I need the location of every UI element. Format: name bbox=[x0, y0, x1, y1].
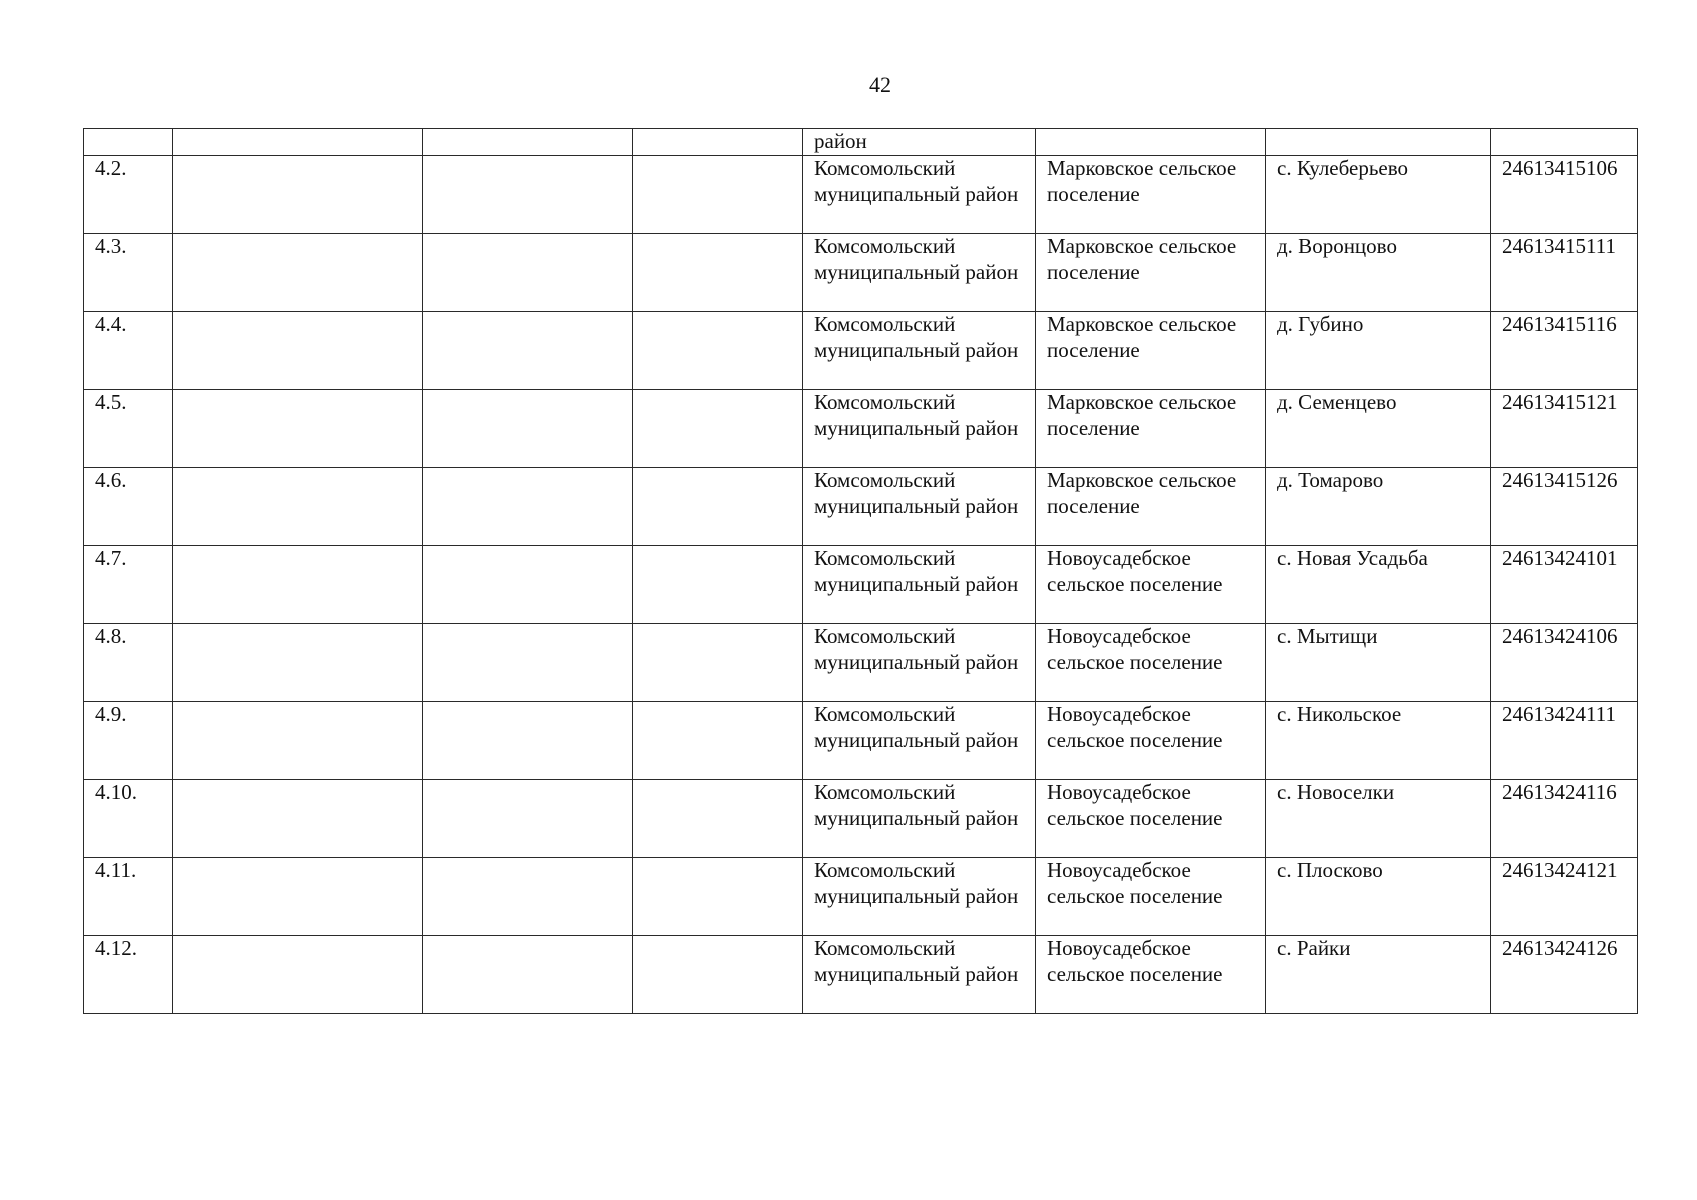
cell-num: 4.2. bbox=[84, 156, 173, 234]
cell-empty bbox=[423, 468, 633, 546]
cell-district: Комсомольский муниципальный район bbox=[803, 624, 1036, 702]
table-row bbox=[84, 780, 1638, 858]
table-row-continuation bbox=[84, 129, 1638, 156]
cell-empty bbox=[633, 546, 803, 624]
cell-locality bbox=[1266, 129, 1491, 156]
table-row bbox=[84, 546, 1638, 624]
cell-settlement: Марковское сельское поселение bbox=[1036, 468, 1266, 546]
cell-num: 4.12. bbox=[84, 936, 173, 1014]
cell-empty bbox=[423, 858, 633, 936]
cell-empty bbox=[423, 780, 633, 858]
cell-empty bbox=[173, 390, 423, 468]
cell-num: 4.9. bbox=[84, 702, 173, 780]
cell-locality: д. Семенцево bbox=[1266, 390, 1491, 468]
cell-settlement: Новоусадебское сельское поселение bbox=[1036, 546, 1266, 624]
cell-code: 24613415116 bbox=[1491, 312, 1638, 390]
cell-empty bbox=[173, 546, 423, 624]
cell-settlement: Марковское сельское поселение bbox=[1036, 390, 1266, 468]
cell-code: 24613415126 bbox=[1491, 468, 1638, 546]
cell-code: 24613415111 bbox=[1491, 234, 1638, 312]
cell-empty bbox=[423, 234, 633, 312]
cell-locality: с. Новоселки bbox=[1266, 780, 1491, 858]
cell-district: Комсомольский муниципальный район bbox=[803, 546, 1036, 624]
cell-empty bbox=[423, 312, 633, 390]
cell-code: 24613424116 bbox=[1491, 780, 1638, 858]
cell-empty bbox=[633, 624, 803, 702]
cell-empty bbox=[423, 156, 633, 234]
cell-empty bbox=[173, 156, 423, 234]
cell-district: Комсомольский муниципальный район bbox=[803, 858, 1036, 936]
cell-num bbox=[84, 129, 173, 156]
cell-num: 4.11. bbox=[84, 858, 173, 936]
cell-empty bbox=[173, 234, 423, 312]
cell-locality: д. Губино bbox=[1266, 312, 1491, 390]
cell-locality: с. Плосково bbox=[1266, 858, 1491, 936]
cell-code: 24613424121 bbox=[1491, 858, 1638, 936]
cell-code: 24613424106 bbox=[1491, 624, 1638, 702]
cell-locality: с. Никольское bbox=[1266, 702, 1491, 780]
cell-empty bbox=[173, 780, 423, 858]
cell-district: Комсомольский муниципальный район bbox=[803, 468, 1036, 546]
cell-settlement: Марковское сельское поселение bbox=[1036, 234, 1266, 312]
cell-empty bbox=[173, 858, 423, 936]
cell-empty bbox=[423, 702, 633, 780]
cell-settlement: Новоусадебское сельское поселение bbox=[1036, 702, 1266, 780]
cell-empty bbox=[173, 129, 423, 156]
table-row bbox=[84, 702, 1638, 780]
cell-code bbox=[1491, 129, 1638, 156]
cell-district: Комсомольский муниципальный район bbox=[803, 780, 1036, 858]
table-row bbox=[84, 390, 1638, 468]
cell-num: 4.3. bbox=[84, 234, 173, 312]
cell-district: Комсомольский муниципальный район bbox=[803, 312, 1036, 390]
table-row bbox=[84, 858, 1638, 936]
cell-num: 4.6. bbox=[84, 468, 173, 546]
cell-district: Комсомольский муниципальный район bbox=[803, 702, 1036, 780]
page-number: 42 bbox=[869, 72, 891, 97]
cell-district: Комсомольский муниципальный район bbox=[803, 234, 1036, 312]
cell-num: 4.4. bbox=[84, 312, 173, 390]
cell-empty bbox=[633, 390, 803, 468]
cell-empty bbox=[423, 936, 633, 1014]
table-row bbox=[84, 312, 1638, 390]
cell-empty bbox=[423, 624, 633, 702]
table-row bbox=[84, 936, 1638, 1014]
table-row bbox=[84, 156, 1638, 234]
cell-code: 24613415106 bbox=[1491, 156, 1638, 234]
cell-district: Комсомольский муниципальный район bbox=[803, 936, 1036, 1014]
cell-empty bbox=[173, 624, 423, 702]
table-row bbox=[84, 468, 1638, 546]
cell-empty bbox=[633, 858, 803, 936]
cell-num: 4.7. bbox=[84, 546, 173, 624]
table-row bbox=[84, 624, 1638, 702]
cell-settlement: Марковское сельское поселение bbox=[1036, 312, 1266, 390]
table-row bbox=[84, 234, 1638, 312]
cell-empty bbox=[633, 468, 803, 546]
cell-locality: с. Мытищи bbox=[1266, 624, 1491, 702]
cell-district: район bbox=[803, 129, 1036, 156]
cell-empty bbox=[173, 936, 423, 1014]
cell-district: Комсомольский муниципальный район bbox=[803, 156, 1036, 234]
registry-table bbox=[83, 128, 1638, 1014]
cell-empty bbox=[173, 312, 423, 390]
table-body bbox=[84, 129, 1638, 1014]
cell-settlement: Новоусадебское сельское поселение bbox=[1036, 858, 1266, 936]
cell-locality: д. Воронцово bbox=[1266, 234, 1491, 312]
cell-locality: с. Кулеберьево bbox=[1266, 156, 1491, 234]
cell-empty bbox=[423, 129, 633, 156]
cell-empty bbox=[633, 780, 803, 858]
cell-empty bbox=[633, 156, 803, 234]
cell-empty bbox=[173, 702, 423, 780]
cell-locality: с. Райки bbox=[1266, 936, 1491, 1014]
cell-empty bbox=[633, 129, 803, 156]
cell-empty bbox=[633, 702, 803, 780]
cell-empty bbox=[423, 546, 633, 624]
cell-code: 24613424111 bbox=[1491, 702, 1638, 780]
cell-district: Комсомольский муниципальный район bbox=[803, 390, 1036, 468]
cell-settlement: Марковское сельское поселение bbox=[1036, 156, 1266, 234]
cell-locality: с. Новая Усадьба bbox=[1266, 546, 1491, 624]
cell-empty bbox=[633, 312, 803, 390]
cell-settlement: Новоусадебское сельское поселение bbox=[1036, 624, 1266, 702]
cell-num: 4.5. bbox=[84, 390, 173, 468]
cell-code: 24613424126 bbox=[1491, 936, 1638, 1014]
cell-locality: д. Томарово bbox=[1266, 468, 1491, 546]
cell-empty bbox=[423, 390, 633, 468]
cell-settlement: Новоусадебское сельское поселение bbox=[1036, 780, 1266, 858]
cell-empty bbox=[633, 936, 803, 1014]
cell-settlement: Новоусадебское сельское поселение bbox=[1036, 936, 1266, 1014]
cell-empty bbox=[173, 468, 423, 546]
cell-num: 4.8. bbox=[84, 624, 173, 702]
cell-code: 24613424101 bbox=[1491, 546, 1638, 624]
cell-settlement bbox=[1036, 129, 1266, 156]
cell-empty bbox=[633, 234, 803, 312]
cell-code: 24613415121 bbox=[1491, 390, 1638, 468]
cell-num: 4.10. bbox=[84, 780, 173, 858]
